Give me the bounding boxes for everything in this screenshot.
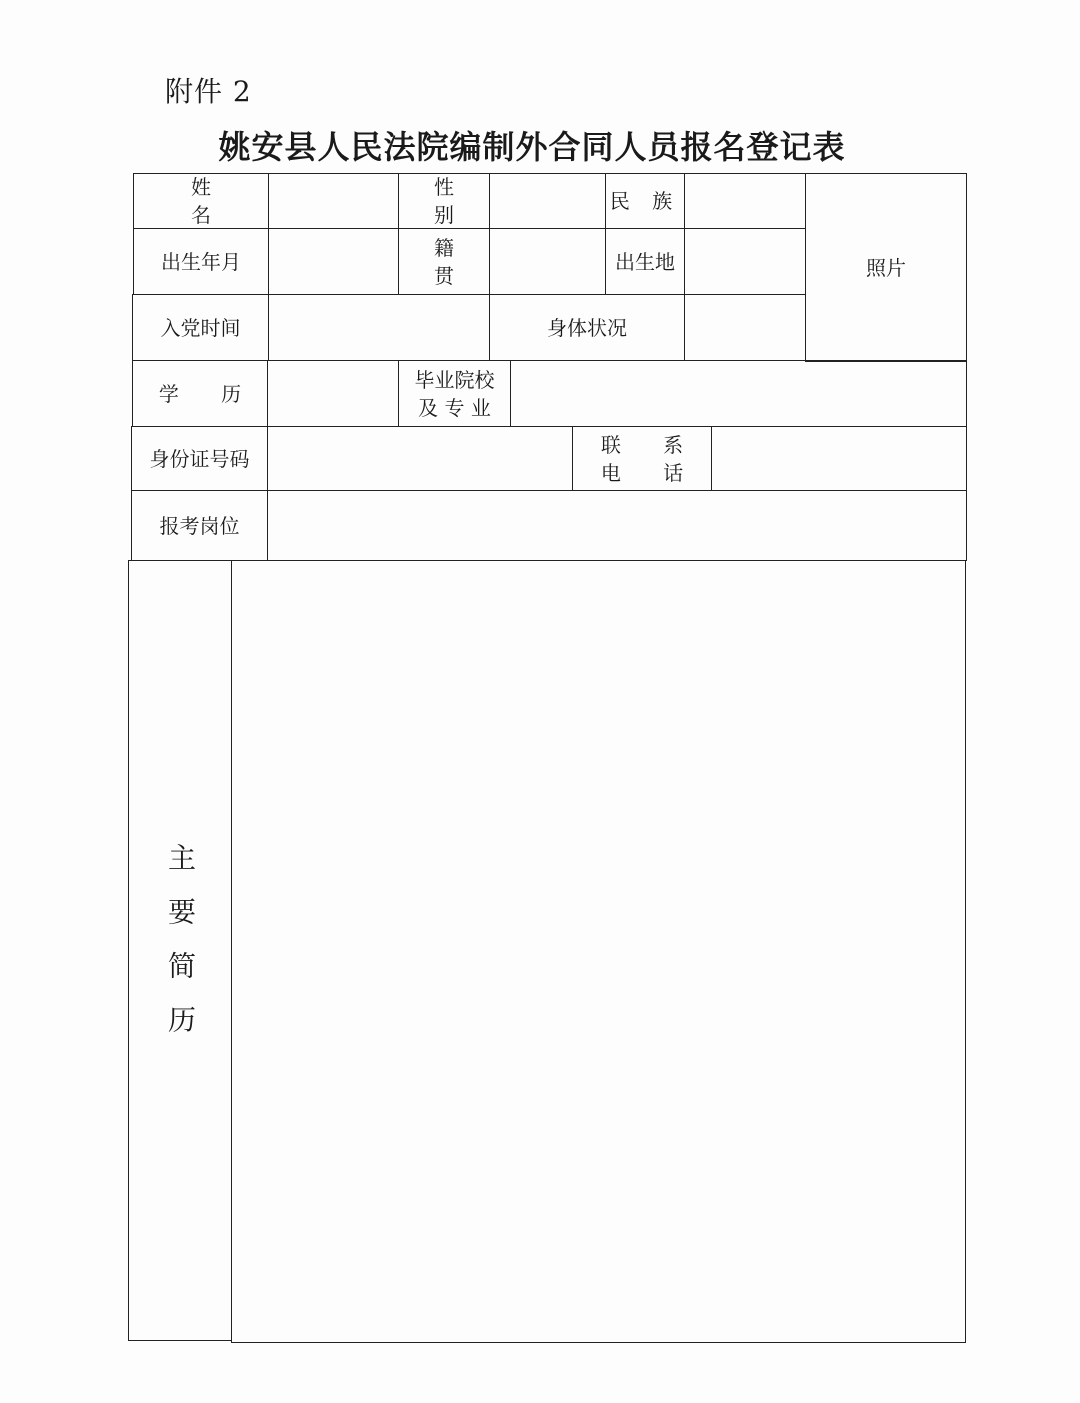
photo-box[interactable]: 照片	[805, 173, 967, 362]
birth-date-field[interactable]	[268, 228, 399, 295]
id-number-label: 身份证号码	[131, 426, 268, 491]
resume-label: 主要简历	[128, 560, 232, 1341]
form-title: 姚安县人民法院编制外合同人员报名登记表	[218, 128, 846, 166]
native-place-label: 籍 贯	[398, 228, 490, 295]
attachment-label: 附件 2	[165, 75, 252, 108]
resume-field[interactable]	[231, 560, 966, 1343]
ethnicity-field[interactable]	[684, 173, 806, 229]
birthplace-field[interactable]	[684, 228, 806, 295]
education-label: 学 历	[132, 360, 268, 427]
phone-field[interactable]	[711, 426, 967, 491]
phone-label-line2: 电 话	[600, 460, 702, 485]
gender-label: 性 别	[398, 173, 490, 229]
phone-label-line1: 联 系	[600, 432, 702, 457]
education-field[interactable]	[267, 360, 399, 427]
name-label: 姓 名	[133, 173, 269, 229]
native-place-field[interactable]	[489, 228, 606, 295]
ethnicity-label: 民 族	[605, 173, 685, 229]
phone-label	[572, 426, 712, 491]
name-field[interactable]	[268, 173, 399, 229]
school-major-field[interactable]	[510, 360, 967, 427]
school-major-label	[398, 360, 511, 427]
position-field[interactable]	[267, 490, 967, 561]
school-major-label-line1: 毕业院校	[414, 367, 495, 392]
school-major-label-line2: 及 专 业	[418, 395, 491, 420]
birthplace-label: 出生地	[605, 228, 685, 295]
position-label: 报考岗位	[131, 490, 268, 561]
gender-field[interactable]	[489, 173, 606, 229]
party-join-date-label: 入党时间	[132, 294, 269, 361]
birth-date-label: 出生年月	[133, 228, 269, 295]
health-label: 身体状况	[489, 294, 685, 361]
health-field[interactable]	[684, 294, 806, 361]
party-join-date-field[interactable]	[268, 294, 490, 361]
id-number-field[interactable]	[267, 426, 573, 491]
